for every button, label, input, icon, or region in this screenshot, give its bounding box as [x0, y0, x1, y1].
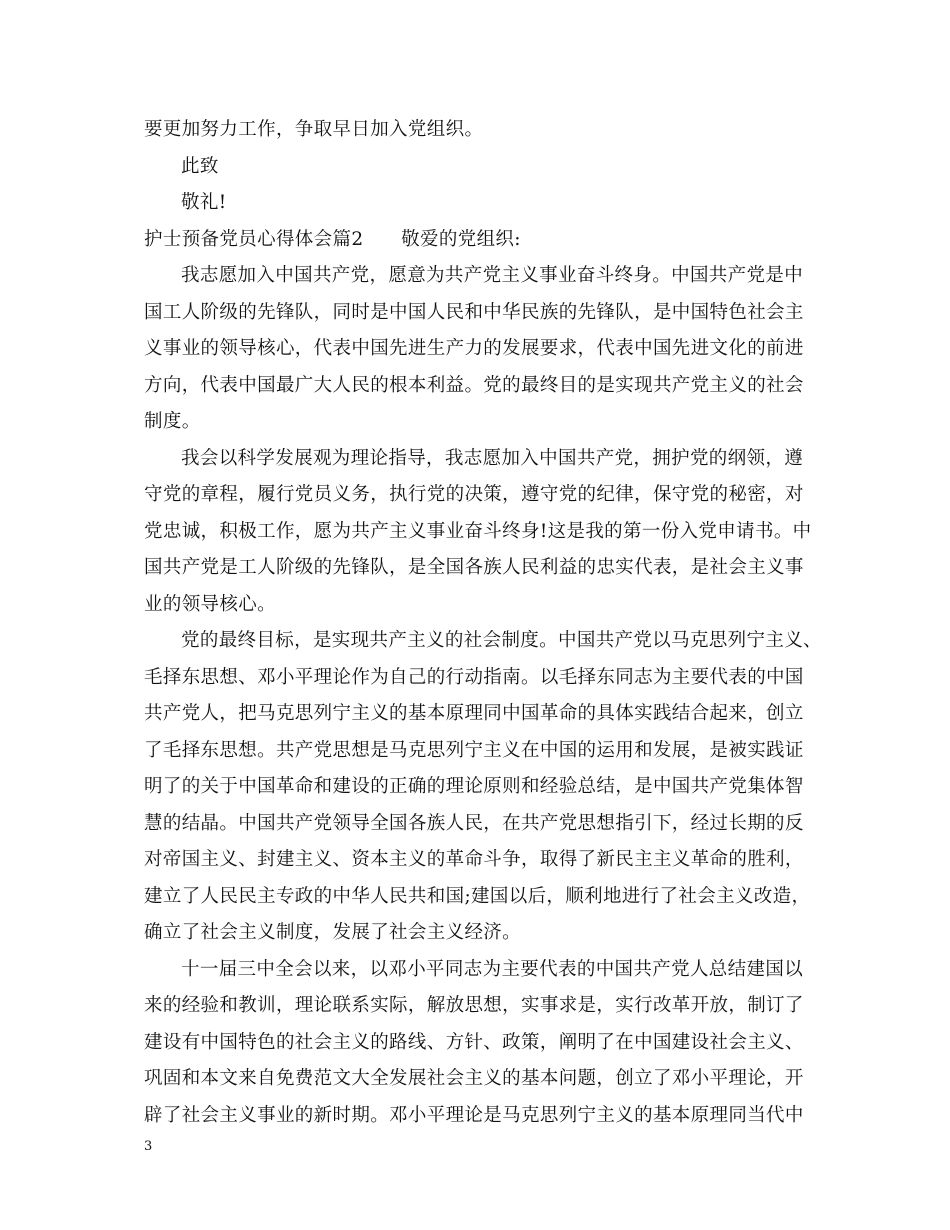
text-line: 巩固和本文来自免费范文大全发展社会主义的基本问题，创立了邓小平理论，开: [144, 1068, 804, 1089]
text-line: 国共产党是工人阶级的先锋队，是全国各族人民利益的忠实代表，是社会主义事: [144, 557, 804, 578]
text-line: 国工人阶级的先锋队，同时是中国人民和中华民族的先锋队，是中国特色社会主: [144, 301, 804, 323]
text-line: 方向，代表中国最广大人民的根本利益。党的最终目的是实现共产党主义的社会: [144, 374, 804, 396]
text-line: 明了的关于中国革命和建设的正确的理论原则和经验总结，是中国共产党集体智: [144, 776, 804, 797]
text-line: 建立了人民民主专政的中华人民共和国;建国以后，顺利地进行了社会主义改造，: [144, 885, 811, 907]
text-line: 我会以科学发展观为理论指导，我志愿加入中国共产党，拥护党的纲领，遵: [181, 447, 804, 469]
text-line: 慧的结晶。中国共产党领导全国各族人民，在共产党思想指引下，经过长期的反: [144, 812, 804, 834]
text-line: 确立了社会主义制度，发展了社会主义经济。: [144, 922, 522, 943]
text-line: 建设有中国特色的社会主义的路线、方针、政策，阐明了在中国建设社会主义、: [144, 1031, 804, 1053]
text-line: 业的领导核心。: [144, 593, 276, 615]
text-line: 共产党人，把马克思列宁主义的基本原理同中国革命的具体实践结合起来，创立: [144, 703, 804, 724]
text-line: 来的经验和教训，理论联系实际，解放思想，实事求是，实行改革开放，制订了: [144, 995, 804, 1016]
text-line: 党的最终目标，是实现共产主义的社会制度。中国共产党以马克思列宁主义、: [181, 630, 822, 651]
text-line: 此致: [181, 155, 219, 177]
text-line: 毛择东思想、邓小平理论作为自己的行动指南。以毛择东同志为主要代表的中国: [144, 666, 804, 688]
text-line: 义事业的领导核心，代表中国先进生产力的发展要求，代表中国先进文化的前进: [144, 338, 804, 359]
text-line: 要更加努力工作，争取早日加入党组织。: [144, 119, 484, 140]
text-line: 了毛择东思想。共产党思想是马克思列宁主义在中国的运用和发展，是被实践证: [144, 739, 804, 761]
text-line: 我志愿加入中国共产党，愿意为共产党主义事业奋斗终身。中国共产党是中: [181, 265, 804, 286]
text-line: 对帝国主义、封建主义、资本主义的革命斗争，取得了新民主主义革命的胜利，: [144, 849, 804, 870]
text-line: 敬礼!: [181, 192, 227, 213]
text-line: 制度。: [144, 411, 201, 432]
document-body: [144, 112, 834, 1134]
text-line: 党忠诚，积极工作，愿为共产主义事业奋斗终身!这是我的第一份入党申请书。中: [144, 520, 812, 542]
text-line: 十一届三中全会以来，以邓小平同志为主要代表的中国共产党人总结建国以: [181, 958, 804, 980]
text-line: 守党的章程，履行党员义务，执行党的决策，遵守党的纪律，保守党的秘密，对: [144, 484, 804, 505]
section-heading-line: 护士预备党员心得体会篇2 敬爱的党组织:: [144, 228, 521, 250]
page-number: 3: [144, 1139, 153, 1154]
text-line: 辟了社会主义事业的新时期。邓小平理论是马克思列宁主义的基本原理同当代中: [144, 1104, 804, 1126]
